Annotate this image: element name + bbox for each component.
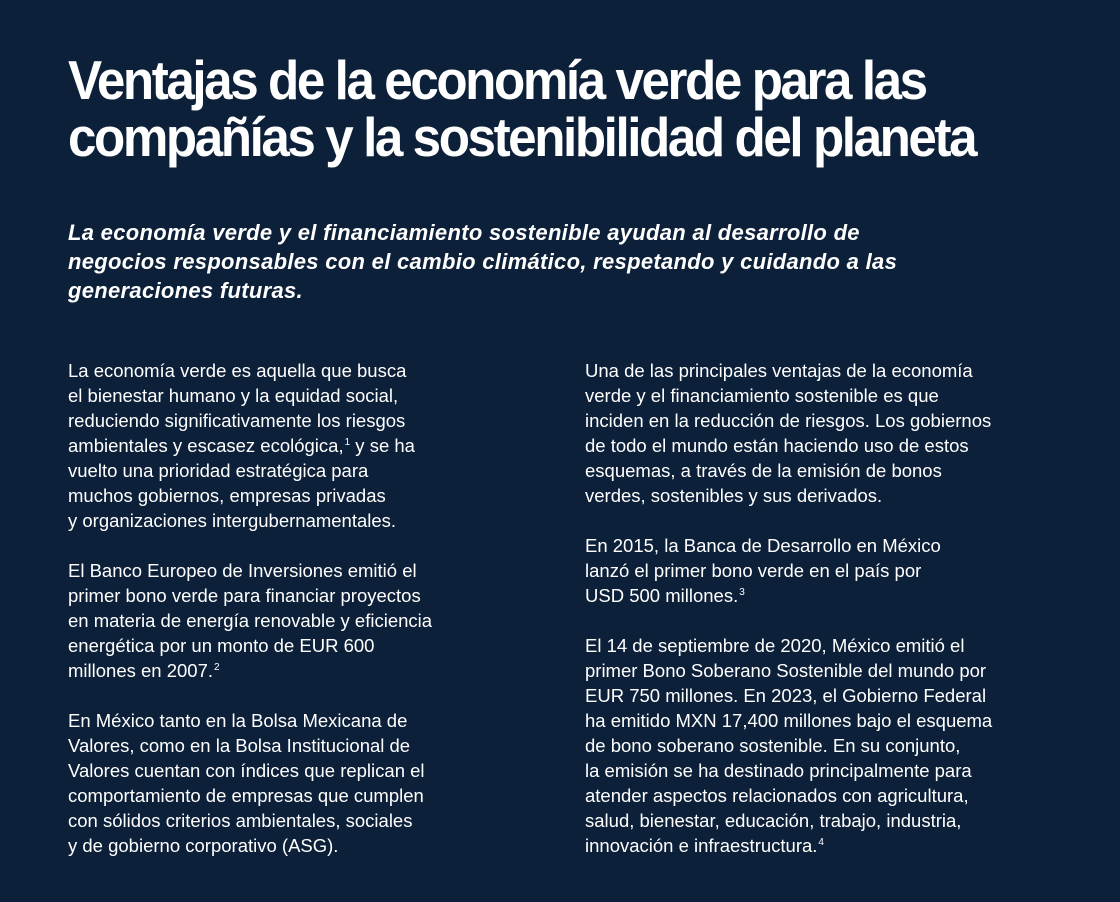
text-line: de todo el mundo están haciendo uso de estos [585,435,969,456]
text-line: Valores, como en la Bolsa Institucional de [68,735,411,756]
text-fragment: ambientales y escasez ecológica, [68,435,344,456]
subtitle-line-2: negocios responsables con el cambio climático, respetando y cuidando a las [68,249,898,274]
text-line [585,583,1085,608]
text-line: energética por un monto de EUR 600 [68,635,375,656]
text-line: ha emitido MXN 17,400 millones bajo el esquema [585,710,993,731]
text-line: muchos gobiernos, empresas privadas [68,485,386,506]
text-line: EUR 750 millones. En 2023, el Gobierno Federal [585,685,987,706]
text-line: En 2015, la Banca de Desarrollo en México [585,535,941,556]
right-paragraph-3 [585,633,1085,858]
subtitle [68,218,1028,305]
text-line [68,658,568,683]
text-line: la emisión se ha destinado principalmente para [585,760,972,781]
text-line: reduciendo significativamente los riesgos [68,410,406,431]
right-paragraph-1 [585,358,1085,508]
footnote-marker: 1 [344,437,351,448]
text-line [68,433,568,458]
left-column [68,358,568,883]
text-fragment: USD 500 millones. [585,585,739,606]
text-line: primer Bono Soberano Sostenible del mundo por [585,660,987,681]
right-column [585,358,1085,883]
text-line: y organizaciones intergubernamentales. [68,510,397,531]
left-paragraph-3 [68,708,568,858]
page-title [68,49,998,168]
text-line: Una de las principales ventajas de la economía [585,360,973,381]
text-line: atender aspectos relacionados con agricultura, [585,785,969,806]
text-fragment: innovación e infraestructura. [585,835,818,856]
text-line: vuelto una prioridad estratégica para [68,460,369,481]
text-line: verdes, sostenibles y sus derivados. [585,485,883,506]
text-line: comportamiento de empresas que cumplen [68,785,424,806]
footnote-marker: 3 [739,587,745,598]
right-paragraph-2 [585,533,1085,608]
title-line-1: Ventajas de la economía verde para las [68,49,926,111]
subtitle-line-3: generaciones futuras. [68,278,303,303]
text-line: el bienestar humano y la equidad social, [68,385,399,406]
text-line: El 14 de septiembre de 2020, México emitió el [585,635,965,656]
text-line: Valores cuentan con índices que replican el [68,760,425,781]
text-line: y de gobierno corporativo (ASG). [68,835,339,856]
text-line: salud, bienestar, educación, trabajo, industria, [585,810,962,831]
text-line: en materia de energía renovable y eficiencia [68,610,433,631]
footnote-marker: 4 [818,837,824,848]
left-paragraph-1 [68,358,568,533]
left-paragraph-2 [68,558,568,683]
text-line: esquemas, a través de la emisión de bonos [585,460,942,481]
text-line: lanzó el primer bono verde en el país por [585,560,922,581]
text-line: primer bono verde para financiar proyectos [68,585,421,606]
text-line: de bono soberano sostenible. En su conjunto, [585,735,961,756]
subtitle-line-1: La economía verde y el financiamiento sostenible ayudan al desarrollo de [68,220,860,245]
text-line [585,833,1085,858]
text-line: con sólidos criterios ambientales, sociales [68,810,413,831]
text-fragment: y se ha [350,435,415,456]
text-line: El Banco Europeo de Inversiones emitió el [68,560,417,581]
text-line: inciden en la reducción de riesgos. Los gobiernos [585,410,992,431]
text-line: verde y el financiamiento sostenible es que [585,385,939,406]
text-line: La economía verde es aquella que busca [68,360,407,381]
text-line: En México tanto en la Bolsa Mexicana de [68,710,408,731]
footnote-marker: 2 [214,662,220,673]
title-line-2: compañías y la sostenibilidad del planeta [68,106,976,168]
text-fragment: millones en 2007. [68,660,214,681]
